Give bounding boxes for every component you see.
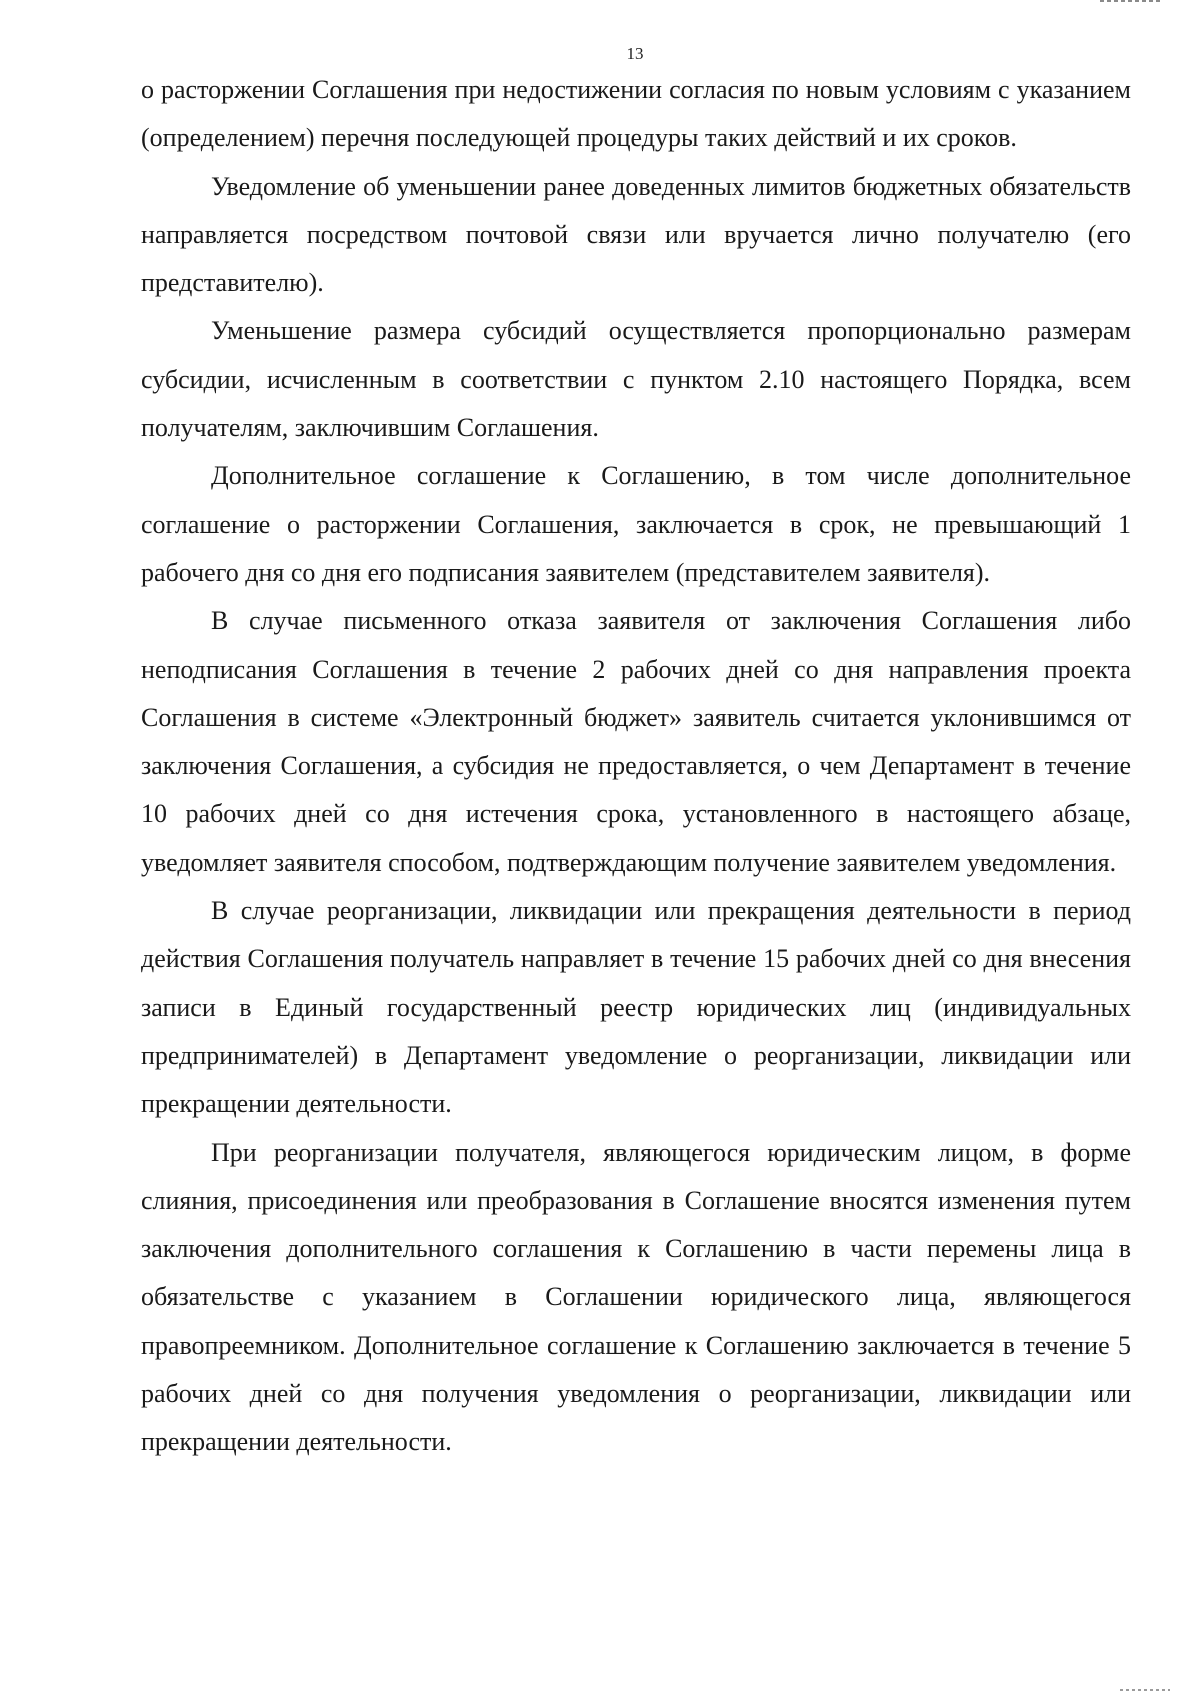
scan-edge-mark <box>1100 0 1160 2</box>
page-number: 13 <box>626 44 644 63</box>
paragraph-limits-notice: Уведомление об уменьшении ранее доведенных лимитов бюджетных обязательств направляется посредством почтовой связи или вручается лично получателю (его представителю). <box>141 171 1131 298</box>
paragraph-subsidy-reduction: Уменьшение размера субсидий осуществляется пропорционально размерам субсидии, исчисленным в соответствии с пунктом 2.10 настоящего Порядка, всем получателям, заключившим Соглашения. <box>141 316 1131 443</box>
paragraph-reorganization: В случае реорганизации, ликвидации или прекращения деятельности в период действия Соглашения получатель направляет в течение 15 рабочих дней со дня внесения записи в Единый государственный реестр юридических лиц (индивидуальных предпринимателей) в Департамент уведомление о реорганизации, ликвидации или прекращении деятельности. <box>141 896 1131 1119</box>
page-body <box>141 66 1131 1467</box>
paragraph-legal-successor: При реорганизации получателя, являющегося юридическим лицом, в форме слияния, присоединения или преобразования в Соглашение вносятся изменения путем заключения дополнительного соглашения к Соглашению в части перемены лица в обязательстве с указанием в Соглашении юридического лица, являющегося правопреемником. Дополнительное соглашение к Соглашению заключается в течение 5 рабочих дней со дня получения уведомления о реорганизации, ликвидации или прекращении деятельности. <box>141 1137 1131 1457</box>
paragraph-additional-agreement: Дополнительное соглашение к Соглашению, в том числе дополнительное соглашение о расторжении Соглашения, заключается в срок, не превышающий 1 рабочего дня со дня его подписания заявителем (представителем заявителя). <box>141 461 1131 587</box>
scan-edge-mark-bottom <box>1120 1689 1170 1691</box>
paragraph-continuation: о расторжении Соглашения при недостижении согласия по новым условиям с указанием (определением) перечня последующей процедуры таких действий и их сроков. <box>141 75 1131 153</box>
paragraph-refusal: В случае письменного отказа заявителя от заключения Соглашения либо неподписания Соглашения в течение 2 рабочих дней со дня направления проекта Соглашения в системе «Электронный бюджет» заявитель считается уклонившимся от заключения Соглашения, а субсидия не предоставляется, о чем Департамент в течение 10 рабочих дней со дня истечения срока, установленного в настоящего абзаце, уведомляет заявителя способом, подтверждающим получение заявителем уведомления. <box>141 606 1131 877</box>
